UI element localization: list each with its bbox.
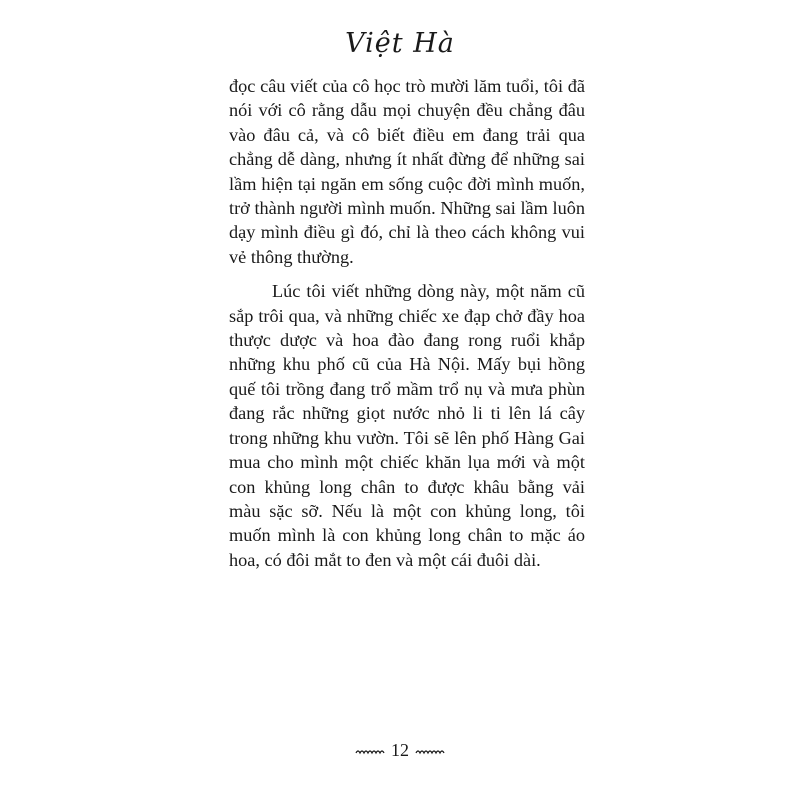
- left-ornament-icon: [355, 746, 385, 756]
- page-footer: [0, 740, 800, 761]
- page-number: 12: [391, 740, 409, 760]
- body-text: [229, 74, 585, 572]
- running-head-author: Việt Hà: [345, 28, 455, 59]
- paragraph-1: đọc câu viết của cô học trò mười lăm tuổi, tôi đã nói với cô rằng dẫu mọi chuyện đều chẳng đâu vào đâu cả, và cô biết điều em đang trải qua chẳng dễ dàng, nhưng ít nhất đừng để những sai lầm hiện tại ngăn em sống cuộc đời mình muốn, trở thành người mình muốn. Những sai lầm luôn dạy mình điều gì đó, chỉ là theo cách không vui vẻ thông thường.: [229, 76, 585, 267]
- right-ornament-icon: [415, 746, 445, 756]
- paragraph-2: Lúc tôi viết những dòng này, một năm cũ sắp trôi qua, và những chiếc xe đạp chở đầy hoa thược dược và hoa đào đang rong ruổi khắp những khu phố cũ của Hà Nội. Mấy bụi hồng quế tôi trồng đang trổ mầm trổ nụ và mưa phùn đang rắc những giọt nước nhỏ li ti lên lá cây trong những khu vườn. Tôi sẽ lên phố Hàng Gai mua cho mình một chiếc khăn lụa mới và một con khủng long chân to được khâu bằng vải màu sặc sỡ. Nếu là một con khủng long, tôi muốn mình là con khủng long chân to mặc áo hoa, có đôi mắt to đen và một cái đuôi dài.: [229, 281, 585, 570]
